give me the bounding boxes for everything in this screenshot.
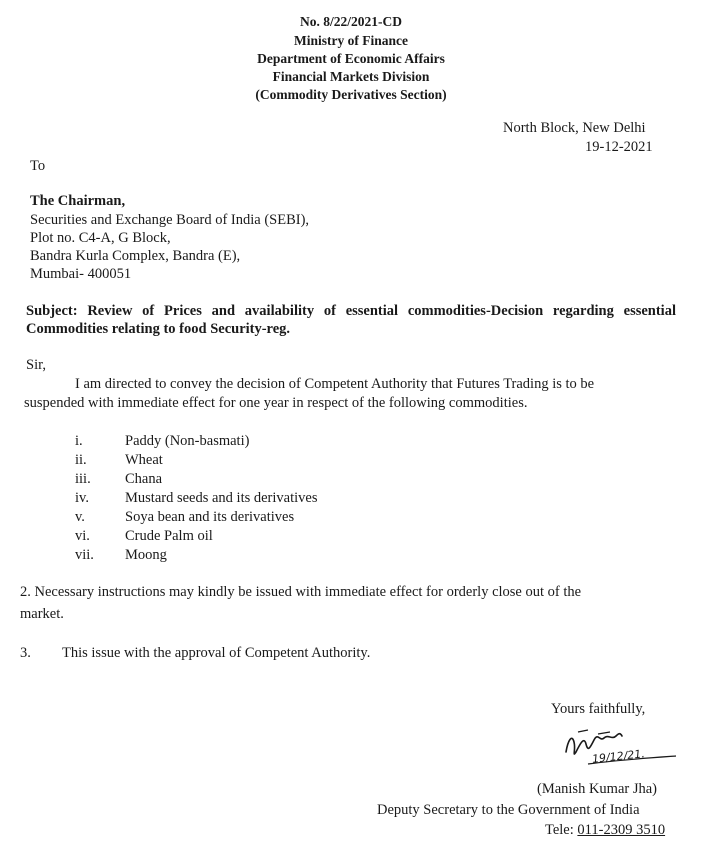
paragraph-2-line-2: market. xyxy=(20,606,64,622)
letter-date: 19-12-2021 xyxy=(585,139,653,155)
list-item: Mustard seeds and its derivatives xyxy=(125,490,318,506)
telephone xyxy=(545,822,665,839)
list-item-number: iii. xyxy=(75,471,91,487)
paragraph-2-line-1: 2. Necessary instructions may kindly be issued with immediate effect for orderly close out of the xyxy=(20,584,582,600)
paragraph-3-number: 3. xyxy=(20,645,31,661)
handwritten-signature xyxy=(558,722,688,772)
closing: Yours faithfully, xyxy=(551,701,646,717)
addressee-line-1: Securities and Exchange Board of India (SEBI), xyxy=(30,212,310,228)
list-item: Paddy (Non-basmati) xyxy=(125,433,250,449)
addressee-line-4: Mumbai- 400051 xyxy=(30,266,132,282)
list-item: Crude Palm oil xyxy=(125,528,213,544)
ministry-name: Ministry of Finance xyxy=(294,33,408,48)
paragraph-3-text: This issue with the approval of Competent Authority. xyxy=(62,645,371,661)
place: North Block, New Delhi xyxy=(503,120,646,136)
reference-number: No. 8/22/2021-CD xyxy=(300,14,402,29)
paragraph-1-line-1: I am directed to convey the decision of Competent Authority that Futures Trading is to be xyxy=(75,376,595,392)
list-item-number: iv. xyxy=(75,490,89,506)
addressee-title: The Chairman, xyxy=(30,193,126,209)
telephone-label: Tele: xyxy=(545,822,578,838)
signature-date: 19/12/21. xyxy=(591,747,646,766)
list-item-number: i. xyxy=(75,433,83,449)
signatory-name: (Manish Kumar Jha) xyxy=(537,781,658,797)
section-name: (Commodity Derivatives Section) xyxy=(255,87,447,102)
list-item-number: v. xyxy=(75,509,85,525)
telephone-number: 011-2309 3510 xyxy=(577,822,666,838)
subject: Subject: Review of Prices and availability of essential commodities-Decision regarding essential Commodities relating to food Security-reg. xyxy=(26,303,676,337)
division-name: Financial Markets Division xyxy=(272,69,430,84)
paragraph-1-line-2: suspended with immediate effect for one year in respect of the following commodities. xyxy=(24,395,528,411)
department-name: Department of Economic Affairs xyxy=(257,51,445,66)
list-item: Moong xyxy=(125,547,167,563)
list-item-number: ii. xyxy=(75,452,87,468)
signatory-title: Deputy Secretary to the Government of India xyxy=(377,802,640,818)
list-item-number: vi. xyxy=(75,528,90,544)
salutation: Sir, xyxy=(26,357,46,373)
list-item: Wheat xyxy=(125,452,163,468)
addressee-line-2: Plot no. C4-A, G Block, xyxy=(30,230,171,246)
list-item: Chana xyxy=(125,471,163,487)
addressee-line-3: Bandra Kurla Complex, Bandra (E), xyxy=(30,248,241,264)
to-label: To xyxy=(30,158,46,174)
list-item: Soya bean and its derivatives xyxy=(125,509,295,525)
list-item-number: vii. xyxy=(75,547,94,563)
